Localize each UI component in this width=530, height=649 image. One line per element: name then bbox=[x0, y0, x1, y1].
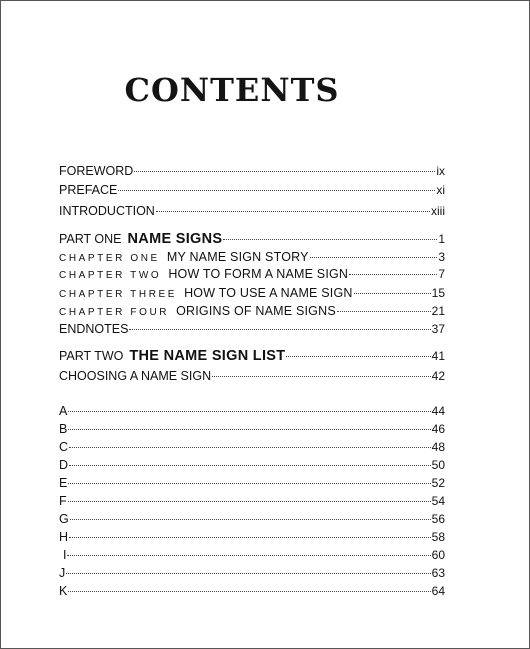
toc-entry-page: 3 bbox=[438, 250, 445, 264]
toc-entry-chapter-two[interactable] bbox=[59, 266, 445, 284]
leader-dots bbox=[337, 311, 431, 312]
toc-entry-page: xiii bbox=[431, 204, 445, 218]
chapter-title: MY NAME SIGN STORY bbox=[166, 250, 309, 264]
toc-entry-introduction[interactable] bbox=[59, 203, 445, 219]
toc-entry-letter[interactable] bbox=[59, 403, 445, 419]
toc-entry-label: INTRODUCTION bbox=[59, 204, 155, 218]
toc-entry-letter[interactable] bbox=[59, 547, 445, 563]
toc-entry-page: 58 bbox=[431, 530, 445, 544]
toc-entry-letter[interactable] bbox=[59, 565, 445, 581]
leader-dots bbox=[223, 239, 437, 240]
toc-entry-page: 50 bbox=[431, 458, 445, 472]
toc-entry-page: 44 bbox=[431, 404, 445, 418]
toc-entry-page: xi bbox=[436, 183, 445, 197]
leader-dots bbox=[68, 501, 431, 502]
toc-entry-label: C bbox=[59, 440, 69, 454]
leader-dots bbox=[134, 171, 435, 172]
toc-entry-letter[interactable] bbox=[59, 511, 445, 527]
chapter-kicker: CHAPTER THREE bbox=[59, 289, 178, 300]
toc-entry-letter[interactable] bbox=[59, 475, 445, 491]
toc-entry-letter[interactable] bbox=[59, 583, 445, 599]
toc-entry-letter[interactable] bbox=[59, 439, 445, 455]
leader-dots bbox=[66, 573, 430, 574]
leader-dots bbox=[68, 483, 430, 484]
toc-entry-page: ix bbox=[436, 164, 445, 178]
toc-entry-label: D bbox=[59, 458, 69, 472]
toc-entry-part-two[interactable] bbox=[59, 348, 445, 364]
toc-entry-page: 15 bbox=[431, 286, 445, 300]
toc-entry-endnotes[interactable] bbox=[59, 321, 445, 337]
leader-dots bbox=[354, 293, 431, 294]
page-title: CONTENTS bbox=[124, 71, 340, 109]
leader-dots bbox=[118, 190, 435, 191]
toc-entry-letter[interactable] bbox=[59, 493, 445, 509]
leader-dots bbox=[129, 329, 430, 330]
toc-entry-page: 1 bbox=[438, 232, 445, 246]
toc-entry-page: 52 bbox=[431, 476, 445, 490]
toc-entry-page: 37 bbox=[431, 322, 445, 336]
chapter-kicker: CHAPTER FOUR bbox=[59, 307, 170, 318]
toc-entry-chapter-one[interactable] bbox=[59, 249, 445, 267]
toc-entry-page: 63 bbox=[431, 566, 445, 580]
toc-entry-label: A bbox=[59, 404, 68, 418]
toc-entry-page: 21 bbox=[431, 304, 445, 318]
part-kicker: PART TWO bbox=[59, 349, 124, 363]
toc-entry-letter[interactable] bbox=[59, 421, 445, 437]
leader-dots bbox=[68, 411, 430, 412]
toc-entry-label: F bbox=[59, 494, 67, 508]
toc-entry-part-one[interactable] bbox=[59, 231, 445, 247]
leader-dots bbox=[212, 376, 431, 377]
leader-dots bbox=[70, 519, 431, 520]
toc-entry-label: I bbox=[63, 548, 67, 562]
part-kicker: PART ONE bbox=[59, 232, 122, 246]
leader-dots bbox=[69, 465, 431, 466]
toc-entry-choosing[interactable] bbox=[59, 368, 445, 384]
leader-dots bbox=[310, 257, 438, 258]
toc-entry-label: K bbox=[59, 584, 68, 598]
leader-dots bbox=[68, 429, 430, 430]
toc-entry-foreword[interactable] bbox=[59, 163, 445, 179]
toc-entry-page: 42 bbox=[431, 369, 445, 383]
toc-entry-label: CHOOSING A NAME SIGN bbox=[59, 369, 212, 383]
toc-entry-label: FOREWORD bbox=[59, 164, 134, 178]
leader-dots bbox=[349, 274, 437, 275]
toc-entry-letter[interactable] bbox=[59, 529, 445, 545]
leader-dots bbox=[68, 591, 430, 592]
toc-entry-page: 7 bbox=[438, 267, 445, 281]
toc-entry-label: PREFACE bbox=[59, 183, 118, 197]
toc-entry-letter[interactable] bbox=[59, 457, 445, 473]
leader-dots bbox=[69, 447, 431, 448]
chapter-kicker: CHAPTER TWO bbox=[59, 270, 162, 281]
chapter-title: ORIGINS OF NAME SIGNS bbox=[176, 304, 336, 318]
leader-dots bbox=[67, 555, 430, 556]
toc-entry-page: 64 bbox=[431, 584, 445, 598]
chapter-title: HOW TO USE A NAME SIGN bbox=[184, 286, 353, 300]
toc-entry-page: 48 bbox=[431, 440, 445, 454]
toc-entry-page: 60 bbox=[431, 548, 445, 562]
toc-entry-page: 46 bbox=[431, 422, 445, 436]
toc-entry-page: 41 bbox=[431, 349, 445, 363]
toc-entry-label: E bbox=[59, 476, 68, 490]
toc-entry-label: ENDNOTES bbox=[59, 322, 129, 336]
part-title: THE NAME SIGN LIST bbox=[129, 348, 286, 364]
toc-entry-page: 54 bbox=[431, 494, 445, 508]
leader-dots bbox=[156, 211, 430, 212]
toc-entry-page: 56 bbox=[431, 512, 445, 526]
toc-entry-chapter-three[interactable] bbox=[59, 285, 445, 303]
leader-dots bbox=[286, 356, 430, 357]
toc-entry-chapter-four[interactable] bbox=[59, 303, 445, 321]
part-title: NAME SIGNS bbox=[127, 231, 223, 247]
toc-entry-label: G bbox=[59, 512, 69, 526]
toc-entry-label: J bbox=[59, 566, 66, 580]
leader-dots bbox=[69, 537, 431, 538]
toc-entry-label: B bbox=[59, 422, 68, 436]
chapter-kicker: CHAPTER ONE bbox=[59, 253, 160, 264]
toc-entry-label: H bbox=[59, 530, 69, 544]
chapter-title: HOW TO FORM A NAME SIGN bbox=[168, 267, 349, 281]
toc-entry-preface[interactable] bbox=[59, 182, 445, 198]
